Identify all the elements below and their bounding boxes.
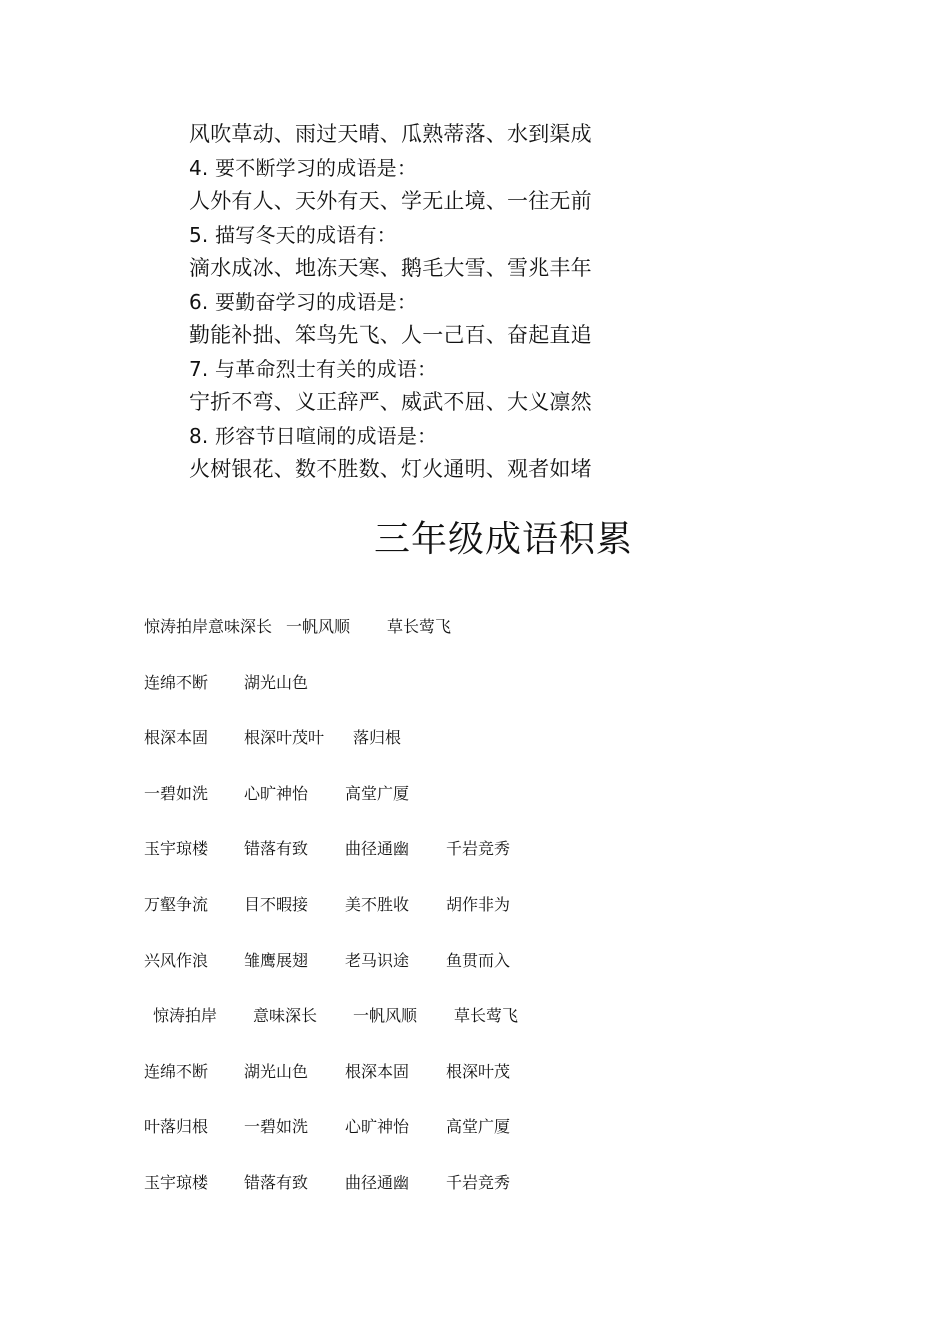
idiom-item: 意味深长 bbox=[253, 1006, 318, 1026]
page-title: 三年级成语积累 bbox=[374, 519, 634, 560]
idiom-item: 千岩竞秀 bbox=[446, 1172, 511, 1192]
idiom-item: 高堂广厦 bbox=[446, 1117, 511, 1137]
idiom-item: 根深本固 bbox=[345, 1061, 410, 1081]
idiom-item: 湖光山色 bbox=[244, 1061, 309, 1081]
idiom-item: 一帆风顺 bbox=[286, 617, 351, 636]
idiom-item: 万壑争流 bbox=[144, 894, 209, 914]
idiom-line: 人外有人、天外有天、学无止境、一往无前 bbox=[189, 189, 592, 213]
idiom-row bbox=[144, 834, 844, 890]
idiom-item: 根深叶茂 bbox=[446, 1061, 511, 1081]
idiom-item: 目不暇接 bbox=[244, 894, 309, 914]
idiom-item: 兴风作浪 bbox=[144, 950, 209, 970]
idiom-row bbox=[144, 946, 844, 1002]
idiom-accumulation-list bbox=[144, 612, 844, 1224]
idiom-item: 千岩竞秀 bbox=[446, 839, 511, 859]
idiom-item: 美不胜收 bbox=[345, 894, 410, 914]
idiom-item: 根深叶茂叶 bbox=[244, 728, 325, 748]
idiom-item: 一帆风顺 bbox=[353, 1006, 418, 1026]
idiom-item: 心旷神怡 bbox=[244, 783, 309, 803]
idiom-item: 玉宇琼楼 bbox=[144, 1172, 209, 1192]
idiom-item: 老马识途 bbox=[345, 950, 410, 970]
idiom-item: 错落有致 bbox=[244, 1172, 309, 1192]
idiom-category-list bbox=[189, 118, 809, 487]
category-heading: 6. 要勤奋学习的成语是： bbox=[189, 289, 418, 314]
category-heading: 4. 要不断学习的成语是： bbox=[189, 155, 418, 180]
idiom-item: 高堂广厦 bbox=[345, 783, 410, 803]
idiom-item: 心旷神怡 bbox=[345, 1117, 410, 1137]
category-heading: 5. 描写冬天的成语有： bbox=[189, 222, 397, 247]
idiom-item: 湖光山色 bbox=[244, 672, 309, 692]
idiom-row bbox=[144, 1057, 844, 1113]
idiom-item: 雏鹰展翅 bbox=[244, 950, 309, 970]
idiom-item: 错落有致 bbox=[244, 839, 309, 859]
idiom-item: 鱼贯而入 bbox=[446, 950, 511, 970]
idiom-row bbox=[144, 1001, 844, 1057]
idiom-item: 惊涛拍岸意味深长 bbox=[144, 617, 273, 636]
idiom-item: 惊涛拍岸 bbox=[153, 1006, 218, 1026]
idiom-item: 草长莺飞 bbox=[454, 1006, 519, 1026]
idiom-item: 一碧如洗 bbox=[244, 1117, 309, 1137]
idiom-row bbox=[144, 890, 844, 946]
idiom-item: 玉宇琼楼 bbox=[144, 839, 209, 859]
idiom-item: 连绵不断 bbox=[144, 672, 209, 692]
idiom-row bbox=[144, 1168, 844, 1224]
idiom-line: 滴水成冰、地冻天寒、鹅毛大雪、雪兆丰年 bbox=[189, 256, 592, 280]
idiom-row bbox=[144, 723, 844, 779]
idiom-row bbox=[144, 779, 844, 835]
category-heading: 7. 与革命烈士有关的成语： bbox=[189, 356, 438, 381]
idiom-item: 曲径通幽 bbox=[345, 839, 410, 859]
idiom-item: 落归根 bbox=[353, 728, 402, 748]
idiom-line: 勤能补拙、笨鸟先飞、人一己百、奋起直追 bbox=[189, 323, 592, 347]
idiom-line: 火树银花、数不胜数、灯火通明、观者如堵 bbox=[189, 457, 592, 481]
idiom-item: 连绵不断 bbox=[144, 1061, 209, 1081]
idiom-item: 叶落归根 bbox=[144, 1117, 209, 1137]
idiom-item: 曲径通幽 bbox=[345, 1172, 410, 1192]
category-heading: 8. 形容节日喧闹的成语是： bbox=[189, 423, 438, 448]
idiom-item: 胡作非为 bbox=[446, 894, 511, 914]
idiom-line: 风吹草动、雨过天晴、瓜熟蒂落、水到渠成 bbox=[189, 122, 592, 146]
idiom-item: 根深本固 bbox=[144, 728, 209, 748]
idiom-row bbox=[144, 612, 844, 668]
idiom-line: 宁折不弯、义正辞严、威武不屈、大义凛然 bbox=[189, 390, 592, 414]
idiom-item: 一碧如洗 bbox=[144, 783, 209, 803]
idiom-row bbox=[144, 668, 844, 724]
idiom-row bbox=[144, 1112, 844, 1168]
idiom-item: 草长莺飞 bbox=[387, 617, 452, 636]
